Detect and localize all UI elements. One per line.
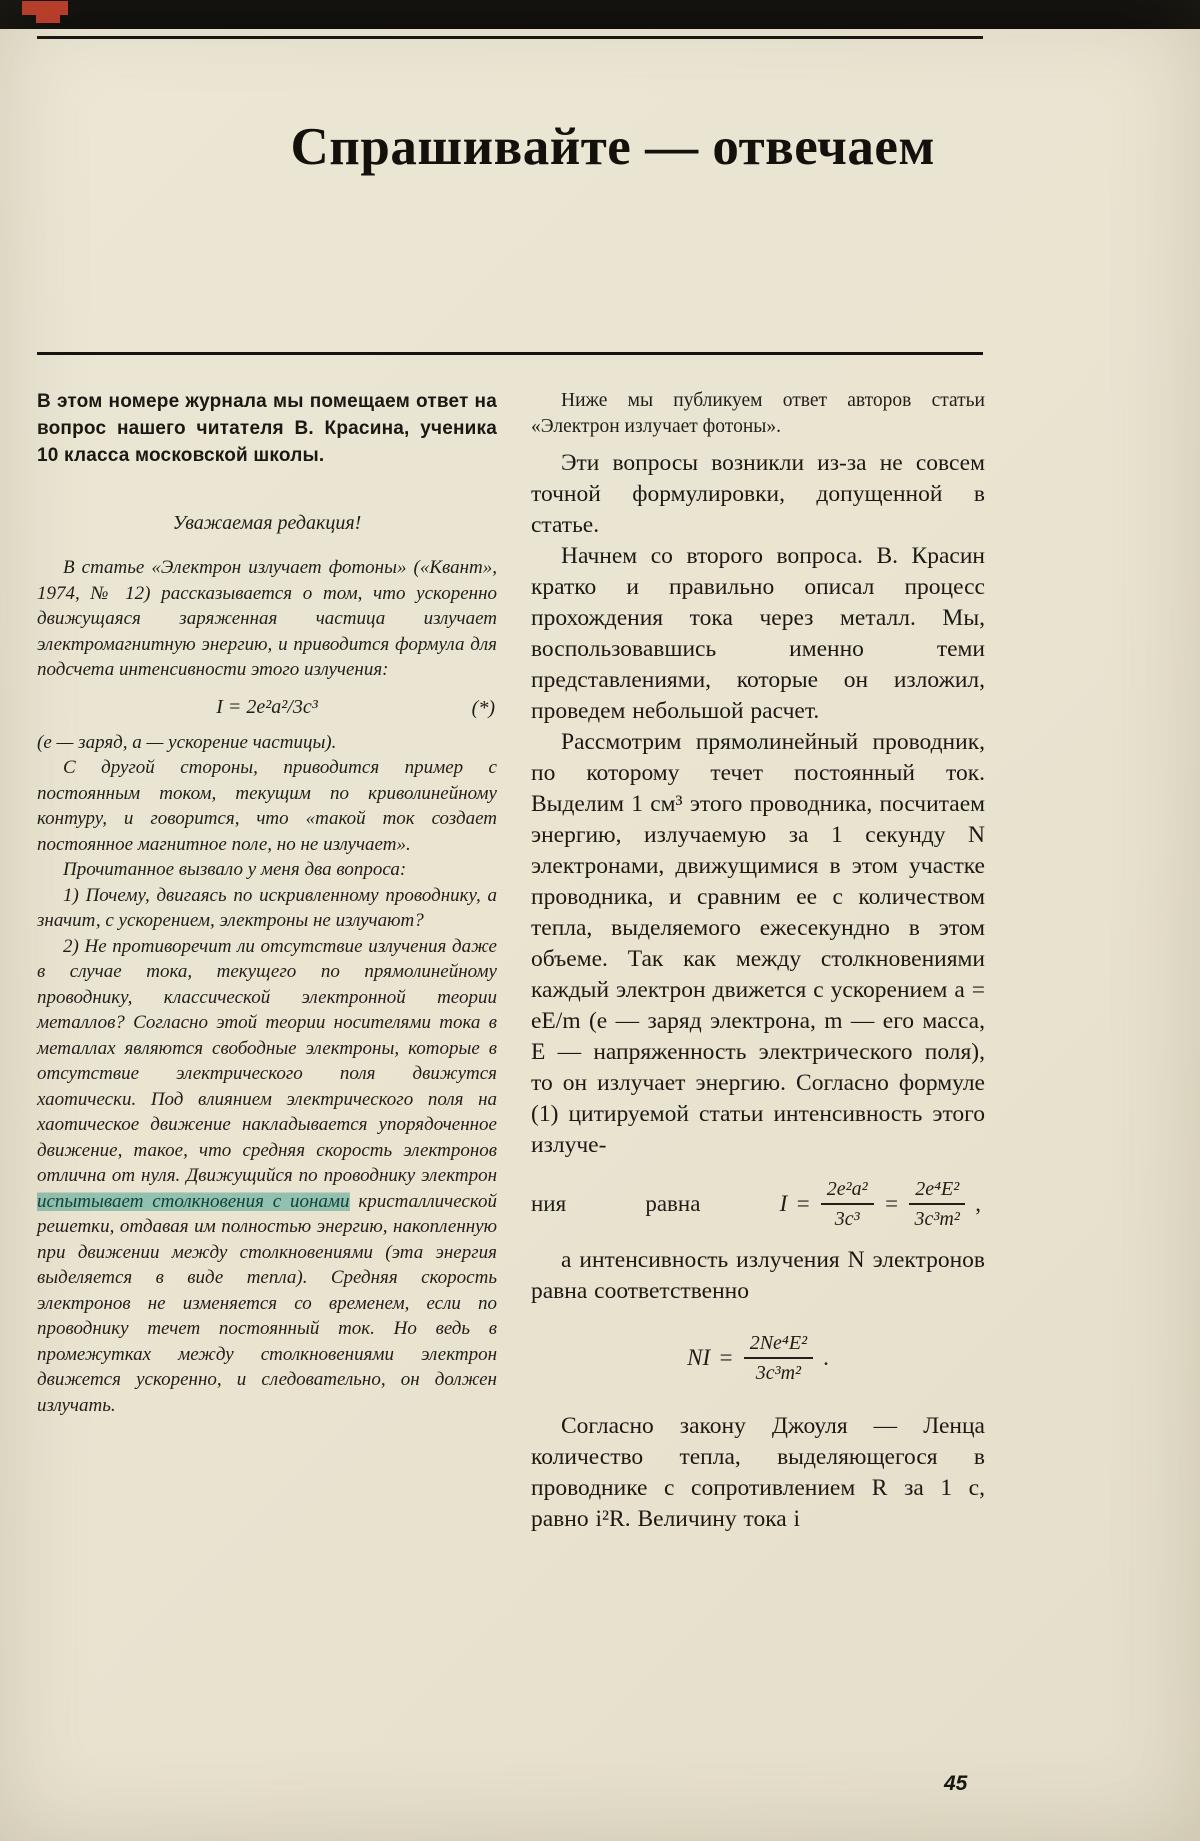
intensity-formula-row	[531, 1177, 985, 1231]
header-rule	[37, 36, 983, 39]
answer-lead-paragraph: Ниже мы публикуем ответ авторов статьи «Электрон излучает фотоны».	[531, 390, 985, 437]
red-ink-mark	[22, 1, 68, 15]
answer-paragraph-5: Согласно закону Джоуля — Ленца количество тепла, выделяющегося в проводнике с сопротивлением R за 1 с, равно i²R. Величину тока i	[531, 1413, 985, 1532]
letter-paragraph-4: Прочитанное вызвало у меня два вопроса:	[63, 859, 407, 880]
total-intensity-formula	[687, 1331, 829, 1385]
answer-paragraph-3: Рассмотрим прямолинейный проводник, по которому течет постоянный ток. Выделим 1 см³ этого проводника, посчитаем энергию, излучаемую за 1 секунду N электронами, движущимися в этом участке проводника, и сравним ее с количеством тепла, выделяемого ежесекундно в этом объеме. Так как между столкновениями каждый электрон движется с ускорением a = eE/m (е — заряд электрона, m — его масса, Е — напряженность электрического поля), то он излучает энергию. Согласно формуле (1) цитируемой статьи интенсивность этого излуче-	[531, 729, 985, 1158]
section-title: Спрашивайте — отвечаем	[290, 118, 935, 176]
right-column	[531, 388, 985, 1535]
fraction	[909, 1177, 965, 1231]
formula-suffix: .	[823, 1345, 829, 1370]
letter-salutation: Уважаемая редакция!	[172, 512, 362, 534]
fraction-numerator: 2e²a²	[821, 1177, 874, 1205]
equals-sign: =	[718, 1345, 734, 1370]
equals-sign: =	[883, 1191, 900, 1216]
total-intensity-formula-row	[531, 1331, 985, 1385]
left-column	[37, 388, 497, 1535]
answer-paragraph-1: Эти вопросы возникли из-за не совсем точной формулировки, допущенной в статье.	[531, 450, 985, 538]
editor-note: В этом номере журнала мы помещаем ответ на вопрос нашего читателя В. Красина, ученика 10 класса московской школы.	[37, 391, 497, 466]
divider-rule	[37, 352, 983, 355]
intensity-formula	[780, 1177, 981, 1231]
pen-highlight: испытывает столкновения с ионами	[37, 1190, 350, 1212]
formula-suffix: ,	[975, 1191, 981, 1216]
fraction-numerator: 2Ne⁴E²	[744, 1331, 813, 1359]
formula-prefix-word-2: равна	[645, 1191, 701, 1216]
equals-sign: =	[795, 1191, 811, 1216]
letter-paragraph-6	[37, 934, 497, 1419]
letter-paragraph-5: 1) Почему, двигаясь по искривленному проводнику, а значит, с ускорением, электроны не излучают?	[37, 884, 497, 931]
fraction	[821, 1177, 874, 1231]
fraction-denominator: 3c³	[834, 1208, 860, 1230]
answer-paragraph-2: Начнем со второго вопроса. В. Красин кратко и правильно описал процесс прохождения тока через металл. Мы, воспользовавшись именно теми представлениями, которые он изложил, проведем небольшой расчет.	[531, 543, 985, 724]
page-number: 45	[944, 1772, 968, 1795]
letter-paragraph-6-end: кристаллической решетки, отдавая им полностью энергию, накопленную при движении между столкновениями (эта энергия выделяется в виде тепла). Средняя скорость электронов не изменяется со временем, если по проводнику течет постоянный ток. Но ведь в промежутках между столкновениями электрон движется ускоренно, и следовательно, он должен излучать.	[37, 1190, 497, 1416]
formula-star-label: (*)	[471, 696, 495, 719]
letter-paragraph-1: В статье «Электрон излучает фотоны» («Квант», 1974, № 12) рассказывается о том, что ускоренно движущаяся заряженная частица излучает электромагнитную энергию, и приводится формула для подсчета интенсивности этого излучения:	[37, 557, 497, 680]
answer-paragraph-4: а интенсивность излучения N электронов равна соответственно	[531, 1247, 985, 1304]
letter-paragraph-2: (е — заряд, а — ускорение частицы).	[37, 731, 337, 753]
letter-paragraph-3: С другой стороны, приводится пример с постоянным током, текущим по криволинейному контуру, и говорится, что «такой ток создает постоянное магнитное поле, но не излучает».	[37, 757, 497, 855]
fraction-denominator: 3c³m²	[755, 1362, 802, 1384]
letter-paragraph-6-start: 2) Не противоречит ли отсутствие излучения даже в случае тока, текущего по прямолинейному проводнику, классической электронной теории металлов? Согласно этой теории носителями тока в металлах являются свободные электроны, которые в отсутствие электрического поля движутся хаотически. Под влиянием электрического поля на хаотическое движение накладывается упорядоченное движение, такое, что средняя скорость электронов отлична от нуля. Движущийся по проводнику электрон	[37, 935, 497, 1186]
formula-prefix-word-1: ния	[531, 1191, 567, 1216]
fraction-denominator: 3c³m²	[914, 1208, 960, 1230]
two-column-layout	[37, 388, 985, 1535]
fraction-numerator: 2e⁴E²	[909, 1177, 965, 1205]
red-ink-mark	[36, 15, 60, 23]
formula-lhs: NI	[687, 1345, 711, 1370]
formula-star-expression: I = 2e²a²/3c³	[216, 695, 318, 718]
formula-lhs: I	[779, 1191, 788, 1216]
formula-star-row	[37, 696, 497, 719]
fraction	[744, 1331, 813, 1385]
scan-top-edge-bar	[0, 0, 1200, 29]
